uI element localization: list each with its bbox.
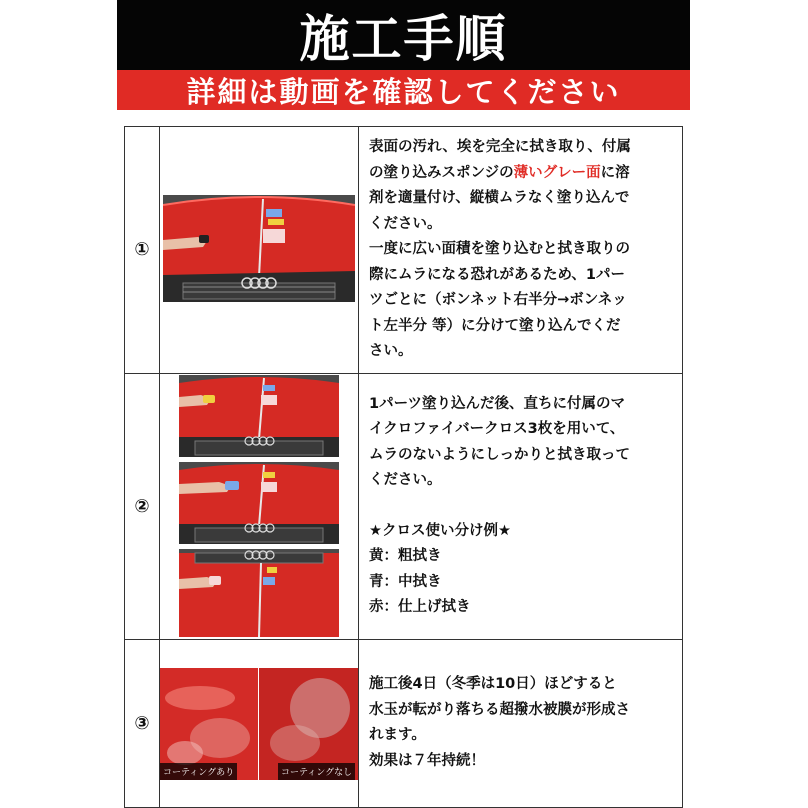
text-line: 黄：粗拭き — [369, 548, 442, 564]
caption-without-coating: コーティングなし — [278, 763, 355, 780]
text-line: 剤を適量付け、縦横ムラなく塗り込んで — [369, 190, 630, 206]
step-number: ② — [125, 373, 160, 639]
blank-line — [369, 494, 674, 519]
step-image-cell — [160, 127, 359, 374]
step-number: ① — [125, 127, 160, 374]
step-description — [359, 127, 683, 374]
header-subtitle-bar — [117, 70, 690, 110]
car-hood-illustration — [179, 375, 339, 457]
text-line: ムラのないようにしっかりと拭き取って — [369, 446, 630, 463]
text-line: 施工後4日（冬季は10日）ほどすると — [369, 676, 617, 692]
wiping-photo-2 — [179, 462, 339, 544]
text-line: さい。 — [369, 343, 413, 359]
text-line: 際にムラになる恐れがあるため、1パー — [369, 266, 626, 283]
text-line: れます。 — [369, 727, 426, 743]
step-row-3 — [125, 639, 683, 807]
step-image-cell — [160, 373, 359, 639]
step-row-1 — [125, 127, 683, 374]
step-row-2 — [125, 373, 683, 639]
car-hood-photo — [163, 195, 355, 302]
step-description — [359, 639, 683, 807]
caption-with-coating: コーティングあり — [160, 763, 237, 780]
text-line: イクロファイバークロス3枚を用いて、 — [369, 421, 625, 437]
text-line: 赤：仕上げ拭き — [369, 599, 471, 615]
text-line: の塗り込みスポンジの薄いグレー面に溶 — [369, 164, 630, 181]
text-line: 効果は７年持続！ — [369, 752, 485, 769]
text-line: ください。 — [369, 215, 442, 232]
text-line: 水玉が転がり落ちる超撥水被膜が形成さ — [369, 701, 630, 718]
text-line: ト左半分 等）に分けて塗り込んでくだ — [369, 317, 621, 334]
car-hood-illustration — [179, 549, 339, 637]
page-title: 施工手順 — [299, 10, 508, 68]
steps-table — [124, 126, 683, 808]
text-line: 1パーツ塗り込んだ後、直ちに付属のマ — [369, 395, 626, 412]
highlight-text: 薄いグレー面 — [513, 164, 601, 181]
page-subtitle: 詳細は動画を確認してください — [186, 74, 621, 109]
car-hood-illustration — [179, 462, 339, 544]
text-line: ★クロス使い分け例★ — [369, 522, 511, 539]
text-line: 青：中拭き — [369, 573, 442, 590]
step-image-cell — [160, 639, 359, 807]
wiping-photo-3 — [179, 549, 339, 637]
text-line: 表面の汚れ、埃を完全に拭き取り、付属 — [369, 139, 631, 155]
text-line: 一度に広い面積を塗り込むと拭き取りの — [369, 241, 630, 257]
text-line: ツごとに（ボンネット右半分→ボンネッ — [369, 292, 627, 308]
step-number: ③ — [125, 639, 160, 807]
step-description — [359, 373, 683, 639]
coating-comparison-photo — [160, 668, 358, 780]
text-line: ください。 — [369, 472, 442, 488]
header-title-bar — [117, 0, 690, 70]
wiping-photo-1 — [179, 375, 339, 457]
car-hood-illustration — [163, 195, 355, 302]
